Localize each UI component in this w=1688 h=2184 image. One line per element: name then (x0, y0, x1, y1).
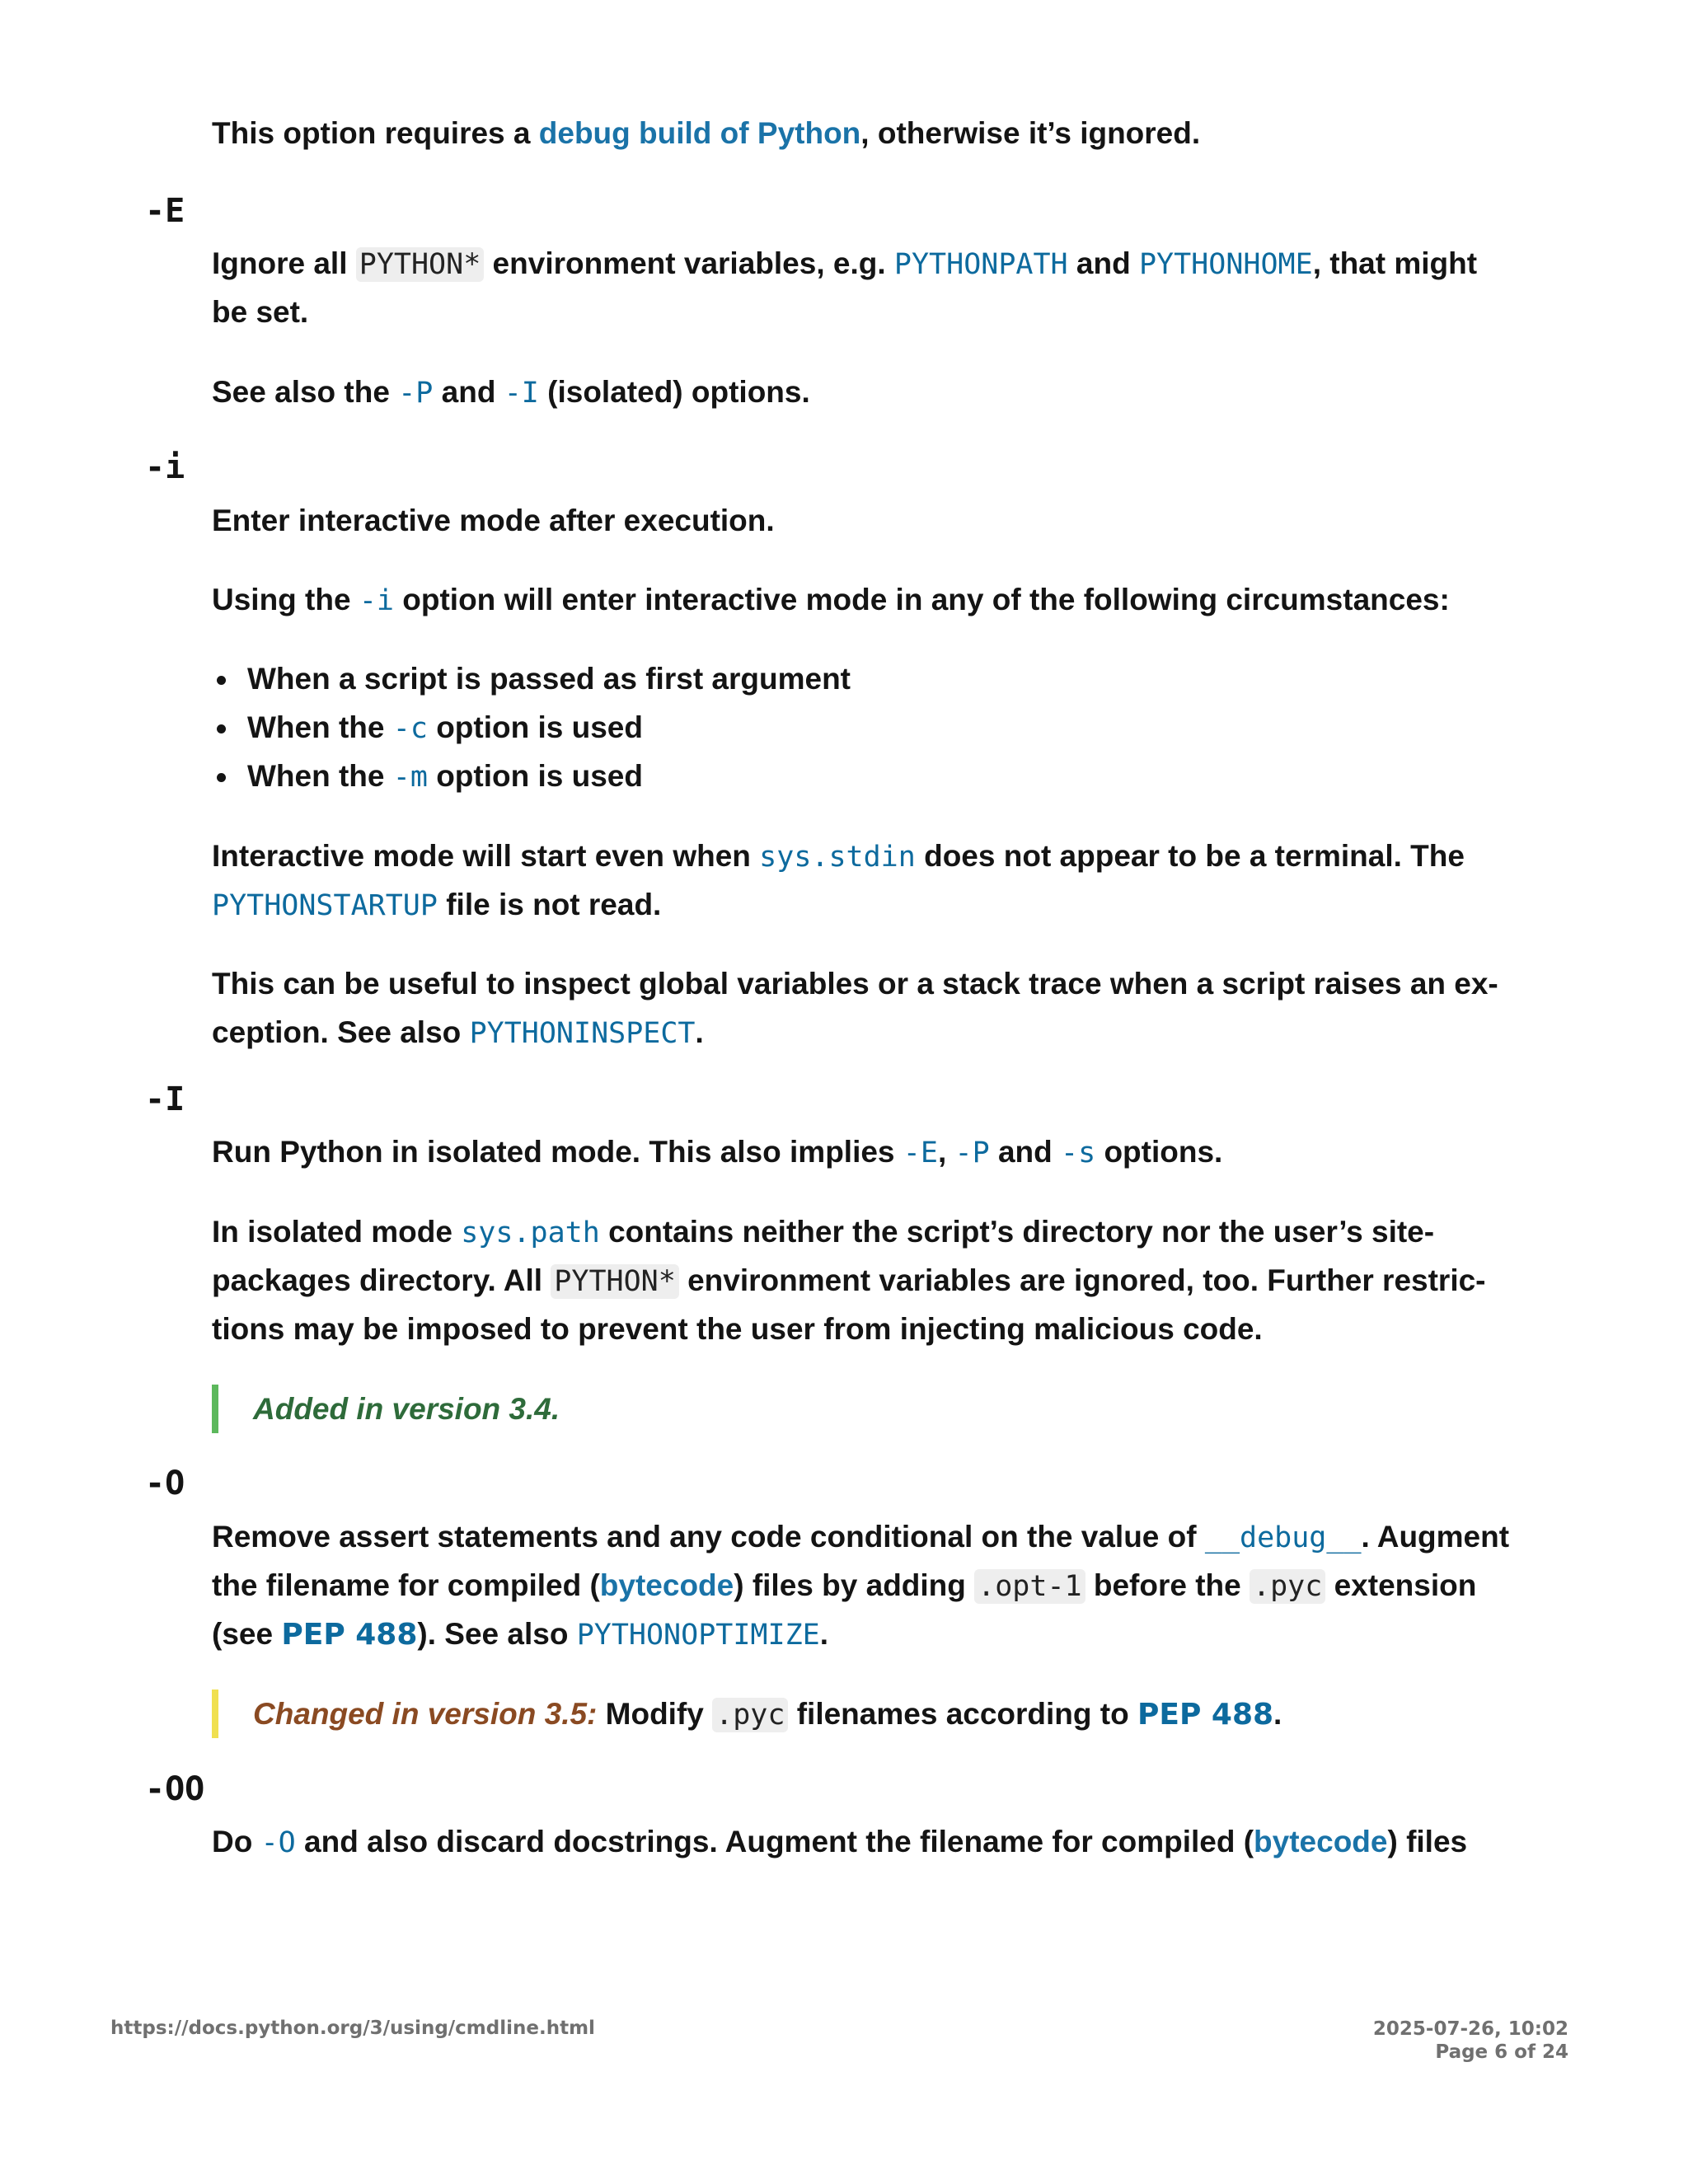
interactive-mode-paragraph-line1: Interactive mode will start even when sys.stdin does not appear to be a terminal. The (212, 839, 1465, 874)
debug-build-paragraph: This option requires a debug build of Python, otherwise it’s ignored. (212, 116, 1201, 150)
option-I-heading: -I (145, 1080, 185, 1118)
bytecode-link[interactable]: bytecode (599, 1568, 734, 1602)
pythonhome-link[interactable]: PYTHONHOME (1138, 248, 1313, 281)
option-c-link[interactable]: -c (392, 712, 428, 745)
inspect-paragraph-line1: This can be useful to inspect global variables or a stack trace when a script raises an ex- (212, 967, 1498, 1001)
version-added-note: Added in version 3.4. (212, 1385, 560, 1433)
option-E-desc-line1: Ignore all PYTHON* environment variables, e.g. PYTHONPATH and PYTHONHOME, that might (212, 246, 1478, 281)
option-O-desc-line2: the filename for compiled (bytecode) files by adding .opt-1 before the .pyc extension (212, 1568, 1477, 1603)
debug-build-link[interactable]: debug build of Python (538, 116, 861, 150)
list-item: When a script is passed as first argument (247, 654, 851, 703)
option-i-link[interactable]: -i (359, 584, 394, 617)
inspect-paragraph-line2: ception. See also PYTHONINSPECT. (212, 1015, 704, 1050)
option-i-desc: Enter interactive mode after execution. (212, 504, 775, 537)
option-E-link[interactable]: -E (903, 1137, 938, 1169)
pep-488-link[interactable]: PEP 488 (1137, 1698, 1274, 1732)
option-O-heading: -O (145, 1465, 185, 1502)
pythoninspect-link[interactable]: PYTHONINSPECT (469, 1017, 696, 1050)
list-item: When the -m option is used (247, 752, 643, 802)
note-bar (212, 1385, 218, 1433)
option-P-link[interactable]: -P (954, 1137, 990, 1169)
option-P-link[interactable]: -P (398, 377, 434, 410)
footer-url: https://docs.python.org/3/using/cmdline.html (110, 2018, 595, 2039)
note-bar (212, 1690, 218, 1738)
footer-page-number: Page 6 of 24 (1435, 2041, 1568, 2063)
option-OO-desc: Do -O and also discard docstrings. Augment the filename for compiled (bytecode) files (212, 1825, 1468, 1859)
option-O-desc-line3: (see PEP 488). See also PYTHONOPTIMIZE. (212, 1617, 828, 1652)
option-E-desc-line2: be set. (212, 295, 309, 329)
option-OO-heading: -OO (145, 1770, 205, 1808)
pythonoptimize-link[interactable]: PYTHONOPTIMIZE (576, 1619, 820, 1652)
option-O-link[interactable]: -O (260, 1826, 296, 1859)
footer-datetime: 2025-07-26, 10:02 (1372, 2018, 1568, 2040)
pythonpath-link[interactable]: PYTHONPATH (893, 248, 1068, 281)
option-I-desc: Run Python in isolated mode. This also implies -E, -P and -s options. (212, 1135, 1223, 1169)
option-E-heading: -E (145, 192, 185, 230)
sys-path-link[interactable]: sys.path (461, 1216, 600, 1249)
version-changed-note: Changed in version 3.5: Modify .pyc filenames according to PEP 488. (212, 1690, 1282, 1740)
interactive-mode-paragraph-line2: PYTHONSTARTUP file is not read. (212, 888, 662, 922)
option-E-see-also: See also the -P and -I (isolated) options. (212, 375, 810, 410)
option-s-link[interactable]: -s (1061, 1137, 1096, 1169)
pythonstartup-link[interactable]: PYTHONSTARTUP (212, 889, 438, 922)
bytecode-link[interactable]: bytecode (1254, 1825, 1388, 1858)
isolated-mode-line1: In isolated mode sys.path contains neither the script’s directory nor the user’s site- (212, 1215, 1435, 1249)
option-i-heading: -i (145, 448, 185, 486)
debug-link[interactable]: __debug__ (1204, 1521, 1362, 1554)
pep-488-link[interactable]: PEP 488 (281, 1618, 418, 1652)
list-item: When the -c option is used (247, 703, 643, 753)
isolated-mode-line3: tions may be imposed to prevent the user from injecting malicious code. (212, 1312, 1263, 1346)
footer-meta (1373, 2018, 1568, 2064)
sys-stdin-link[interactable]: sys.stdin (759, 841, 916, 874)
option-I-link[interactable]: -I (504, 377, 539, 410)
option-i-circumstances: Using the -i option will enter interactive mode in any of the following circumstances: (212, 583, 1450, 617)
option-m-link[interactable]: -m (392, 761, 428, 794)
option-O-desc-line1: Remove assert statements and any code conditional on the value of __debug__. Augment (212, 1520, 1510, 1554)
isolated-mode-line2: packages directory. All PYTHON* environment variables are ignored, too. Further restric- (212, 1263, 1486, 1298)
